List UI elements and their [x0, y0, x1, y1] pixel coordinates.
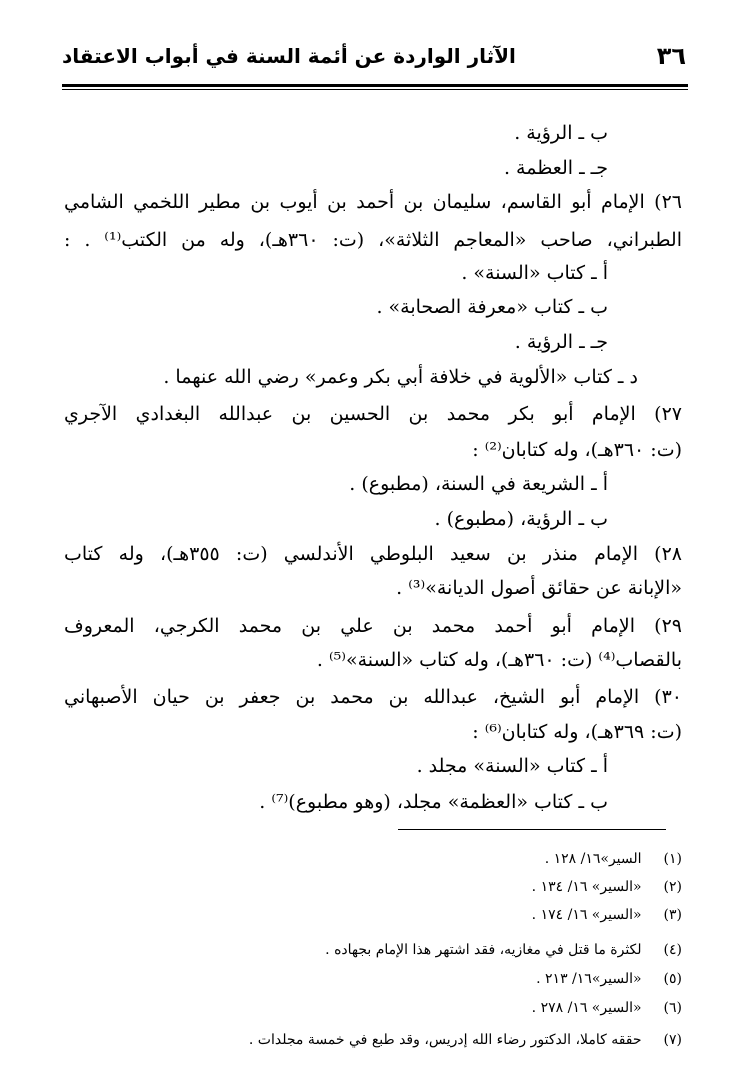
footnote-number: (٦)	[663, 1000, 682, 1016]
footnote-number: (٧)	[663, 1032, 682, 1048]
body-line: أ ـ كتاب «السنة» مجلد .	[416, 755, 608, 777]
body-line: أ ـ الشريعة في السنة، (مطبوع) .	[349, 473, 608, 495]
body-line: ٢٧) الإمام أبو بكر محمد بن الحسين بن عبدالله البغدادي الآجري	[64, 403, 682, 425]
footnote-text: «السير» ١٦/ ١٣٤ .	[531, 879, 642, 895]
footnote-separator	[398, 829, 666, 830]
body-line: بالقصاب⁽⁴⁾ (ت: ٣٦٠هـ)، وله كتاب «السنة»⁽⁵⁾ .	[316, 649, 682, 671]
running-header	[62, 42, 686, 82]
header-rule-thin	[62, 89, 688, 90]
body-line: (ت: ٣٦٩هـ)، وله كتابان⁽⁶⁾ :	[472, 721, 682, 743]
body-line: ٣٠) الإمام أبو الشيخ، عبدالله بن محمد بن جعفر بن حيان الأصبهاني	[64, 686, 683, 708]
body-line: ٢٨) الإمام منذر بن سعيد البلوطي الأندلسي (ت: ٣٥٥هـ)، وله كتاب	[64, 543, 682, 565]
running-title: الآثار الواردة عن أئمة السنة في أبواب الاعتقاد	[62, 44, 516, 68]
body-line: ب ـ كتاب «معرفة الصحابة» .	[376, 296, 608, 318]
body-line: د ـ كتاب «الألوية في خلافة أبي بكر وعمر» رضي الله عنهما .	[163, 366, 638, 388]
footnote-number: (٥)	[663, 971, 682, 987]
body-line: ب ـ كتاب «العظمة» مجلد، (وهو مطبوع)⁽⁷⁾ .	[259, 791, 608, 813]
body-line: أ ـ كتاب «السنة» .	[461, 262, 608, 284]
footnote-text: السير»١٦/ ١٢٨ .	[544, 851, 642, 867]
body-line: ٢٦) الإمام أبو القاسم، سليمان بن أحمد بن أيوب بن مطير اللخمي الشامي	[64, 191, 682, 213]
footnote-text: «السير» ١٦/ ١٧٤ .	[531, 907, 642, 923]
footnote-number: (٤)	[663, 942, 682, 958]
footnote-text: «السير»١٦/ ٢١٣ .	[536, 971, 642, 987]
body-line: ب ـ الرؤية، (مطبوع) .	[434, 508, 608, 530]
footnote	[545, 849, 682, 869]
body-line: ب ـ الرؤية .	[514, 122, 608, 144]
footnote-number: (٣)	[663, 907, 682, 923]
body-line: الطبراني، صاحب «المعاجم الثلاثة»، (ت: ٣٦٠هـ)، وله من الكتب⁽¹⁾ . :	[64, 229, 682, 251]
body-line: ٢٩) الإمام أبو أحمد محمد بن علي بن محمد الكرجي، المعروف	[64, 615, 682, 637]
footnote-text: لكثرة ما قتل في مغازيه، فقد اشتهر هذا الإمام بجهاده .	[325, 942, 642, 958]
footnote	[532, 905, 682, 925]
footnote	[536, 969, 682, 989]
footnote-number: (١)	[663, 851, 682, 867]
footnote-text: حققه كاملا، الدكتور رضاء الله إدريس، وقد طبع في خمسة مجلدات .	[248, 1032, 642, 1048]
body-line: «الإبانة عن حقائق أصول الديانة»⁽³⁾ .	[396, 577, 682, 599]
header-rule-thick	[62, 84, 688, 87]
footnote	[532, 877, 682, 897]
footnote-text: «السير» ١٦/ ٢٧٨ .	[531, 1000, 642, 1016]
body-line: جـ ـ الرؤية .	[514, 331, 608, 353]
footnote	[325, 940, 682, 960]
body-line: جـ ـ العظمة .	[503, 157, 608, 179]
body-line: (ت: ٣٦٠هـ)، وله كتابان⁽²⁾ :	[472, 439, 682, 461]
footnote	[249, 1030, 682, 1050]
footnote	[532, 998, 682, 1018]
page-number: ٣٦	[656, 42, 686, 70]
footnote-number: (٢)	[663, 879, 682, 895]
